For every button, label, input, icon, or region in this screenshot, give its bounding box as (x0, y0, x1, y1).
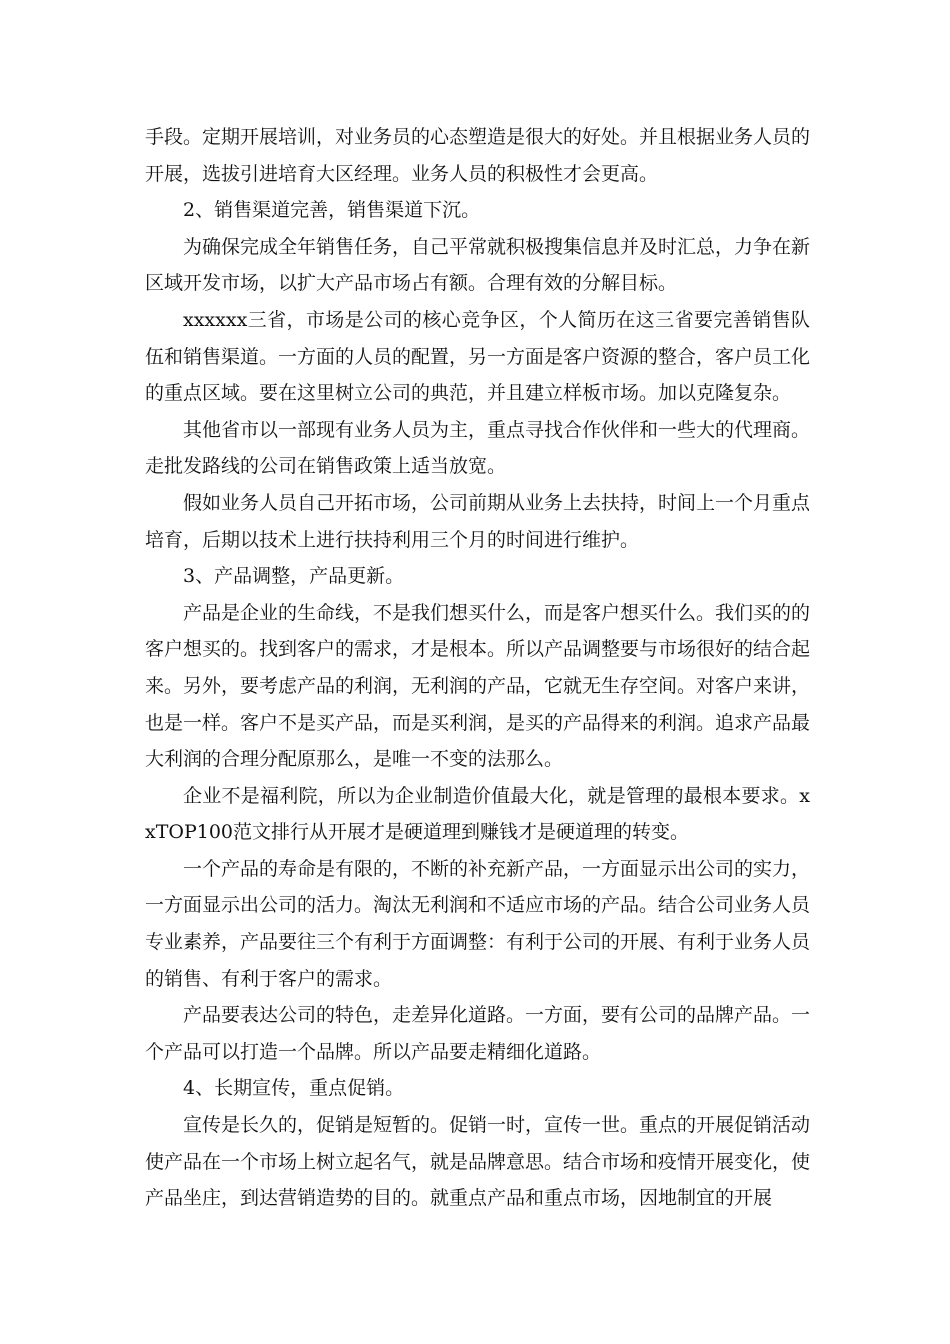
paragraph: 宣传是长久的，促销是短暂的。促销一时，宣传一世。重点的开展促销活动使产品在一个市场上树立起名气，就是品牌意思。结合市场和疫情开展变化，使产品坐庄，到达营销造势的目的。就重点产品和重点市场，因地制宜的开展 (145, 1114, 811, 1210)
paragraph: 为确保完成全年销售任务，自己平常就积极搜集信息并及时汇总，力争在新区域开发市场，以扩大产品市场占有额。合理有效的分解目标。 (145, 235, 811, 295)
paragraph: 企业不是福利院，所以为企业制造价值最大化，就是管理的最根本要求。xxTOP100范文排行从开展才是硬道理到赚钱才是硬道理的转变。 (145, 784, 810, 844)
paragraph: xxxxxx三省，市场是公司的核心竞争区，个人简历在这三省要完善销售队伍和销售渠道。一方面的人员的配置，另一方面是客户资源的整合，客户员工化的重点区域。要在这里树立公司的典范，并且建立样板市场。加以克隆复杂。 (145, 308, 811, 405)
paragraph: 一个产品的寿命是有限的，不断的补充新产品，一方面显示出公司的实力，一方面显示出公司的活力。淘汰无利润和不适应市场的产品。结合公司业务人员专业素养，产品要往三个有利于方面调整：有利于公司的开展、有利于业务人员的销售、有利于客户的需求。 (145, 857, 811, 990)
section-heading-3: 3、产品调整，产品更新。 (183, 565, 405, 588)
section-heading-2: 2、销售渠道完善，销售渠道下沉。 (183, 199, 481, 222)
paragraph-continuation: 手段。定期开展培训，对业务员的心态塑造是很大的好处。并且根据业务人员的开展，选拔引进培育大区经理。业务人员的积极性才会更高。 (145, 126, 811, 185)
section-heading-4: 4、长期宣传，重点促销。 (183, 1077, 405, 1100)
paragraph: 其他省市以一部现有业务人员为主，重点寻找合作伙伴和一些大的代理商。走批发路线的公司在销售政策上适当放宽。 (145, 418, 811, 478)
document-body (145, 119, 810, 1217)
paragraph: 产品要表达公司的特色，走差异化道路。一方面，要有公司的品牌产品。一个产品可以打造一个品牌。所以产品要走精细化道路。 (145, 1004, 811, 1063)
paragraph: 假如业务人员自己开拓市场，公司前期从业务上去扶持，时间上一个月重点培育，后期以技术上进行扶持利用三个月的时间进行维护。 (145, 491, 811, 551)
paragraph: 产品是企业的生命线，不是我们想买什么，而是客户想买什么。我们买的的客户想买的。找到客户的需求，才是根本。所以产品调整要与市场很好的结合起来。另外，要考虑产品的利润，无利润的产品，它就无生存空间。对客户来讲，也是一样。客户不是买产品，而是买利润，是买的产品得来的利润。追求产品最大利润的合理分配原那么，是唯一不变的法那么。 (145, 601, 811, 771)
